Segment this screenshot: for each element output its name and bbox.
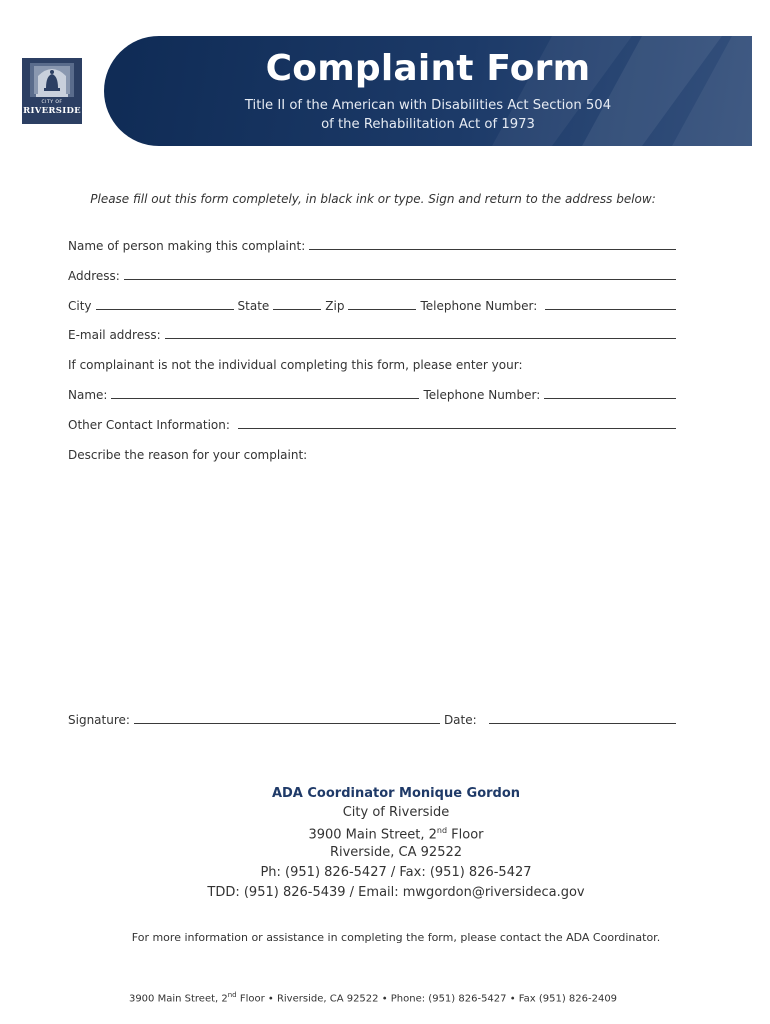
footer-details: Floor • Riverside, CA 92522 • Phone: (951) 826-5427 • Fax (951) 826-2409 [236,993,618,1005]
zip-line[interactable] [348,309,416,310]
address-line[interactable] [124,279,676,280]
email-field [68,328,676,342]
contact-block [0,786,770,902]
title-banner [104,36,752,146]
complainant-name-label: Name of person making this complaint: [68,239,306,253]
contact-org: City of Riverside [342,805,450,820]
page-footer [0,991,746,1004]
zip-label: Zip [325,299,345,313]
subtitle-line-1: Title II of the American with Disabilities Act Section 504 [244,98,612,113]
complaint-reason-area[interactable] [68,468,676,704]
contact-phone-fax: Ph: (951) 826-5427 / Fax: (951) 826-5427 [260,865,532,881]
alternate-name-label: Name: [68,388,108,402]
alternate-telephone-label: Telephone Number: [423,388,541,402]
footer-address: 3900 Main Street, 2 [128,993,228,1005]
contact-street-floor: Floor [447,827,484,843]
state-line[interactable] [273,309,321,310]
form-instructions: Please fill out this form completely, in black ink or type. Sign and return to the address below: [90,192,656,206]
contact-street-sup: nd [436,826,448,835]
alternate-name-row [68,388,676,402]
complaint-reason-label: Describe the reason for your complaint: [68,448,308,462]
bell-tower-icon [22,58,82,100]
state-label: State [237,299,270,313]
footer-sup: nd [227,991,237,999]
signature-line[interactable] [134,723,440,724]
email-line[interactable] [165,338,676,339]
page-title: Complaint Form [265,48,591,89]
email-label: E-mail address: [68,328,161,342]
contact-city-state: Riverside, CA 92522 [329,845,463,861]
date-line[interactable] [489,723,676,724]
riverside-logo [22,58,82,124]
city-state-zip-row [68,299,676,313]
address-field [68,269,676,283]
alternate-intro: If complainant is not the individual completing this form, please enter your: [68,358,523,372]
city-line[interactable] [96,309,234,310]
address-label: Address: [68,269,120,283]
complainant-name-field [68,239,676,253]
logo-name: RIVERSIDE [23,106,81,116]
alternate-name-line[interactable] [111,398,419,399]
contact-street-text: 3900 Main Street, 2 [308,827,437,843]
coordinator-heading: ADA Coordinator Monique Gordon [271,786,521,801]
signature-label: Signature: [68,713,130,727]
logo-city-label: CITY OF [41,100,63,105]
other-contact-label: Other Contact Information: [68,418,230,432]
city-label: City [68,299,92,313]
page-subtitle [104,96,752,134]
other-contact-line[interactable] [238,428,676,429]
alternate-telephone-line[interactable] [544,398,676,399]
contact-street [22,822,770,844]
more-info-note: For more information or assistance in completing the form, please contact the ADA Coordinator. [131,931,661,944]
telephone-label: Telephone Number: [420,299,538,313]
other-contact-field [68,418,676,432]
complainant-name-line[interactable] [309,249,676,250]
signature-row [68,713,676,727]
telephone-line[interactable] [545,309,676,310]
subtitle-line-2: of the Rehabilitation Act of 1973 [321,117,535,132]
contact-tdd-email: TDD: (951) 826-5439 / Email: mwgordon@riversideca.gov [207,885,585,901]
date-label: Date: [443,713,477,727]
